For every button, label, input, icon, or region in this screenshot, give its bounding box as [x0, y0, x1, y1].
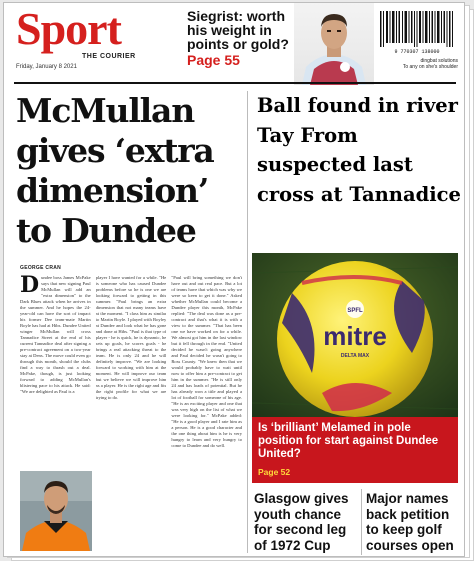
teaser-headline: Siegrist: worth his weight in points or gold? [187, 8, 289, 52]
newspaper-front-page [3, 2, 465, 557]
player-illustration-icon [294, 3, 374, 85]
promo-headline: Is ‘brilliant’ Melamed in pole position for start against Dundee United? [258, 422, 439, 460]
ball-model: DELTA MAX [340, 353, 370, 359]
barcode-icon [376, 9, 458, 55]
byline: GEORGE CRAN [20, 265, 62, 271]
ball-brand: mitre [323, 321, 387, 351]
article-column-2: player I have wanted for a while. "He is someone who has caused Dundee problems before so he is one we are looking forward to getting in this summer. "Paul brings an extra dimension that not many teams have at the moment. "I class him as similar to Martin Boyle. I played with Boyley at Dundee and look what he has gone and done at Hibs. "Paul is that type of player - he is quick, he is dynamic, he sets up goals, he scores goals - he brings a real attacking threat to the team. He is only 24 and he will definitely improve. "We are looking forward to working with him at the moment. He will improve our team but we believe we will improve him as a player. He is the right age and fits the right profile for what we are trying to do. [95, 275, 167, 400]
issue-date: Friday, January 8 2021 [16, 64, 77, 70]
drop-cap: D [20, 275, 40, 298]
ball-badge: SPFL [347, 308, 363, 314]
barcode-number: 9 770307 138000 [394, 49, 440, 55]
glasgow-story-headline[interactable]: Glasgow gives youth chance for second leg of 1972 Cup [254, 491, 349, 553]
main-headline[interactable]: McMullan gives ‘extra dimension’ to Dundee [16, 91, 214, 250]
article-body [20, 275, 242, 471]
bottom-story-divider [361, 489, 362, 555]
column-1-text: undee boss James McPake says that new signing Paul McMullan will add an "extra dimension" to the Dark Blues attack when he arrives in the summer. And he hopes the 24-year-old can have the sort of impact his former Dee team-mate Martin Boyle has had at Hibs. Dundee United winger McMullan will cross Tannadice Street at the end of his current Tannadice deal after signing a pre-contract agreement on a two-year stay at Dens. The move could even go through this month, should the clubs find a way to thrash out a deal. McPake, though, is just looking forward to adding McMullan's blistering pace to his attack. He said: "We are delighted as Paul is a [20, 275, 91, 394]
side-story[interactable] [248, 89, 465, 254]
melamed-promo[interactable] [252, 417, 458, 483]
sport-logo: Sport [16, 3, 121, 54]
masthead [4, 3, 465, 85]
barcode-tagline [376, 58, 458, 70]
mcmullan-photo [20, 471, 92, 551]
teaser-page-ref: Page 55 [187, 52, 240, 68]
golf-story-headline[interactable]: Major names back petition to keep golf courses open [366, 491, 454, 553]
article-column-3: "Paul will bring something we don't have out and out real pace. But a lot of teams have that which was why we were so keen to get it done." Asked whether McMullan could become a Dundee player this month, McPake replied: "The deal was done as a pre-contract and that's what it is with a view to the summer. "That has been one we have worked on for a while. We almost got him in the last window but it fell through in the end. "United decided he wasn't going anywhere and Paul decided he wasn't going to Ross County. "We knew then that we would probably have to wait until now to offer him a pre-contract to get him in the summer. "He is still only 24 and has loads of potential. But he has already won a title and played a lot of football for someone of his age. "He is an exciting player and one that was very high on the list of what we were looking for." McPake added: "He is a good player and I rate him as a person. He is a good character and the one thing about him is he is very hungry to learn and very hungry to come to Dundee and do well. [171, 275, 243, 448]
tagline-line-2: To any on she's shoulder [402, 64, 458, 70]
footballer-photo-icon [20, 471, 92, 551]
side-story-headline: Ball found in river Tay From suspected last cross at Tannadice [257, 94, 461, 206]
mitre-football-icon [252, 253, 458, 417]
football-photo [252, 253, 458, 417]
masthead-teaser[interactable] [187, 9, 299, 69]
player-photo [294, 3, 374, 85]
article-column-1 [20, 275, 91, 471]
masthead-rule [14, 82, 456, 84]
tagline-line-1: dingbat solutions [420, 58, 458, 64]
promo-page-ref: Page 52 [258, 467, 291, 477]
logo-subtitle: THE COURIER [82, 53, 136, 60]
